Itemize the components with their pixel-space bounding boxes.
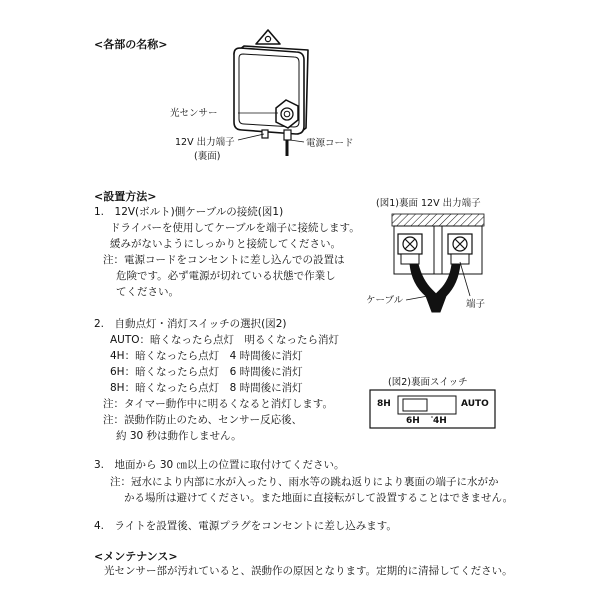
- fig2-label-auto: AUTO: [461, 399, 489, 409]
- label-12v-terminal: 12V 出力端子: [175, 137, 235, 148]
- step4-title: 4. ライトを設置後、電源プラグをコンセントに差し込みます。: [94, 520, 397, 532]
- label-terminal-back: (裏面): [194, 151, 221, 162]
- fig2-label-8h: 8H: [377, 399, 391, 409]
- step3-title: 3. 地面から 30 ㎝以上の位置に取付けてください。: [94, 459, 345, 471]
- label-power-cord: 電源コード: [306, 138, 354, 149]
- mode-switch-knob: [403, 399, 427, 411]
- step2-mode-4h: 4H：暗くなったら点灯 4 時間後に消灯: [110, 350, 303, 362]
- step2-title: 2. 自動点灯・消灯スイッチの選択(図2): [94, 318, 287, 330]
- step2-mode-6h: 6H：暗くなったら点灯 6 時間後に消灯: [110, 366, 303, 378]
- step2-note2: 注：誤動作防止のため、センサー反応後、: [103, 414, 303, 426]
- step2-note3: 約 30 秒は動作しません。: [116, 430, 242, 442]
- section-heading-maintenance: <メンテナンス>: [94, 550, 178, 563]
- section-heading-install: <設置方法>: [94, 190, 157, 203]
- step1-note1: 注：電源コードをコンセントに差し込んでの設置は: [103, 254, 345, 266]
- label-light-sensor: 光センサー: [170, 108, 218, 119]
- fig2-label-6h: 6H: [406, 416, 420, 426]
- step1-note2: 危険です。必ず電源が切れている状態で作業し: [116, 270, 336, 282]
- step3-note2: かる場所は避けてください。また地面に直接転がして設置することはできません。: [124, 492, 514, 504]
- step3-note1: 注：冠水により内部に水が入ったり、雨水等の跳ね返りにより裏面の端子に水がか: [110, 476, 499, 488]
- step2-mode-8h: 8H：暗くなったら点灯 8 時間後に消灯: [110, 382, 303, 394]
- step2-note1: 注：タイマー動作中に明るくなると消灯します。: [103, 398, 333, 410]
- step1-line2: 緩みがないようにしっかりと接続してください。: [110, 238, 341, 250]
- fig2-caption: (図2)裏面スイッチ: [388, 377, 468, 388]
- fig1-label-terminal: 端子: [466, 299, 486, 310]
- fig1-label-cable: ケーブル: [366, 295, 404, 306]
- fig1-caption: (図1)裏面 12V 出力端子: [376, 198, 481, 209]
- step1-title: 1. 12V(ボルト)側ケーブルの接続(図1): [94, 206, 284, 218]
- maintenance-text: 光センサー部が汚れていると、誤動作の原因となります。定期的に清掃してください。: [104, 565, 513, 577]
- section-heading-parts: <各部の名称>: [94, 38, 168, 51]
- step2-mode-auto: AUTO：暗くなったら点灯 明るくなったら消灯: [110, 334, 340, 346]
- fig2-label-4h: 4H: [433, 416, 447, 426]
- step1-line1: ドライバーを使用してケーブルを端子に接続します。: [110, 222, 360, 234]
- step1-note3: てください。: [116, 286, 179, 298]
